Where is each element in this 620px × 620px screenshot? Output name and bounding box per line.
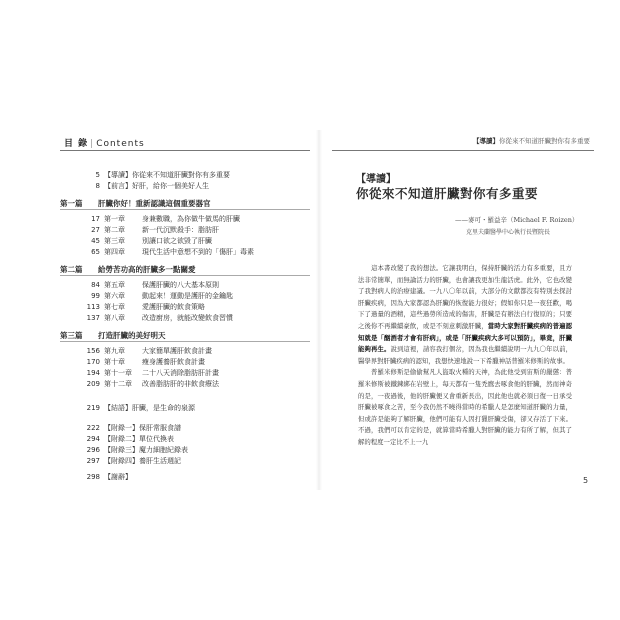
toc-page-number: 45 xyxy=(91,237,100,245)
toc-entry[interactable] xyxy=(64,182,209,191)
toc-entry[interactable] xyxy=(64,303,205,312)
toc-entry[interactable] xyxy=(64,380,219,389)
toc-part-number: 第三篇 xyxy=(60,331,83,340)
toc-entry[interactable] xyxy=(64,237,212,246)
toc-entry-title: 現代生活中意想不到的「傷肝」毒素 xyxy=(142,248,254,256)
toc-page-number: 65 xyxy=(91,248,100,256)
toc-part-heading[interactable] xyxy=(60,264,196,275)
toc-part-rule xyxy=(60,275,310,276)
toc-entry-title: 【附錄二】單位代換表 xyxy=(104,435,174,443)
toc-header: 目 錄 | Contents xyxy=(64,139,145,149)
toc-part-title: 打造肝臟的美好明天 xyxy=(98,331,166,340)
toc-label-en: Contents xyxy=(96,139,145,149)
toc-entry[interactable] xyxy=(64,358,205,367)
toc-entry[interactable] xyxy=(64,171,230,180)
toc-page-number: 298 xyxy=(86,473,100,481)
intro-text-run: 這本書改變了我的想法。它讓我明白，保持肝臟的活力有多重要，且方法非常簡單，而無論活力的肝臟，也會讓我更加生龍活虎。此外，它也改變了我對病人的治療建議。一九八〇年以前，大部分的文獻都沒有特別去探討肝臟疾病，因為大家都認為肝臟的恢復能力很好；假如你只是一夜狂歡，喝下了過量的酒精，這些過勞所造成的傷害，肝臟是有辦法自行復原的；只要之後你不再繼續豪飲，或是不刻意刺激肝臟， xyxy=(358,264,572,330)
toc-entry-title: 動起來！運動是護肝的金鑰匙 xyxy=(142,292,233,300)
toc-chapter-label: 第三章 xyxy=(104,237,125,245)
toc-page-number: 99 xyxy=(91,292,100,300)
toc-entry-title: 愛護肝臟的飲食策略 xyxy=(142,303,205,311)
toc-entry[interactable] xyxy=(64,404,195,413)
intro-byline: ——麥可・羅益辛（Michael F. Roizen） xyxy=(455,216,579,224)
toc-chapter-label: 第十二章 xyxy=(104,380,132,388)
running-title: 你從來不知道肝臟對你有多重要 xyxy=(499,137,590,145)
toc-entry-title: 大家簡單護肝飲食計畫 xyxy=(142,347,212,355)
toc-page-number: 8 xyxy=(95,182,100,190)
intro-paragraph-1 xyxy=(358,263,572,367)
toc-entry[interactable] xyxy=(64,314,233,323)
toc-entry-title: 【謝辭】 xyxy=(104,473,132,481)
toc-entry[interactable] xyxy=(64,457,181,466)
toc-entry-title: 【結語】肝臟，是生命的泉源 xyxy=(104,404,195,412)
toc-entry-title: 身兼數職，為你做牛做馬的肝臟 xyxy=(142,215,240,223)
toc-entry-title: 瘦身護養肝飲食計畫 xyxy=(142,358,205,366)
toc-entry[interactable] xyxy=(64,248,254,257)
book-fold xyxy=(316,130,322,490)
toc-chapter-label: 第九章 xyxy=(104,347,125,355)
toc-page-number: 294 xyxy=(86,435,100,443)
toc-entry[interactable] xyxy=(64,424,181,433)
intro-emphasis: 當時大家對肝臟疾病的普遍認知就是「酗酒者才會有肝病」，或是「肝臟疾病大多可以預防」，畢竟，肝臟能夠再生。 xyxy=(358,321,573,354)
toc-chapter-label: 第五章 xyxy=(104,281,125,289)
toc-page-number: 219 xyxy=(86,404,100,412)
toc-part-heading[interactable] xyxy=(60,198,211,209)
toc-entry[interactable] xyxy=(64,226,219,235)
toc-page-number: 194 xyxy=(86,369,100,377)
toc-page-number: 156 xyxy=(86,347,100,355)
toc-chapter-label: 第十章 xyxy=(104,358,125,366)
toc-page-number: 27 xyxy=(91,226,100,234)
toc-entry-title: 【導讀】你從來不知道肝臟對你有多重要 xyxy=(104,171,230,179)
toc-chapter-label: 第十一章 xyxy=(104,369,132,377)
toc-entry-title: 【附錄一】保肝常服食譜 xyxy=(104,424,181,432)
toc-chapter-label: 第八章 xyxy=(104,314,125,322)
toc-page-number: 84 xyxy=(91,281,100,289)
toc-chapter-label: 第一章 xyxy=(104,215,125,223)
toc-entry[interactable] xyxy=(64,446,188,455)
intro-body xyxy=(358,263,572,449)
running-header-rule xyxy=(332,150,594,151)
toc-entry-title: 【附錄三】魔力細胞紀錄表 xyxy=(104,446,188,454)
running-tag: 【導讀】 xyxy=(473,137,499,145)
toc-part-title: 給勞苦功高的肝臟多一點關愛 xyxy=(98,265,196,274)
toc-entry-title: 【附錄四】養肝生活週記 xyxy=(104,457,181,465)
toc-part-heading[interactable] xyxy=(60,330,166,341)
toc-entry-title: 別讓口欲之欲毀了肝臟 xyxy=(142,237,212,245)
toc-part-number: 第一篇 xyxy=(60,199,83,208)
toc-page-number: 209 xyxy=(86,380,100,388)
toc-entry-title: 改造廚房，就能改變飲食習慣 xyxy=(142,314,233,322)
toc-entry-title: 保護肝臟的八大基本原則 xyxy=(142,281,219,289)
intro-text-run: 說到這裡，請容我打個岔，因為我也繼續說明一九九〇年以前，醫學界對肝臟疾病的認知，我想快速地說一下希臘神話普羅米修斯的故事。 xyxy=(358,345,573,365)
toc-entry[interactable] xyxy=(64,435,174,444)
toc-page-number: 5 xyxy=(95,171,100,179)
intro-byline-affiliation: 克里夫蘭醫學中心執行長暨院長 xyxy=(466,229,551,236)
toc-entry[interactable] xyxy=(64,369,219,378)
toc-entry[interactable] xyxy=(64,215,240,224)
toc-entry-thanks[interactable] xyxy=(64,473,132,482)
toc-page-number: 113 xyxy=(86,303,100,311)
toc-label: 目 錄 xyxy=(64,139,89,149)
toc-chapter-label: 第二章 xyxy=(104,226,125,234)
toc-header-rule xyxy=(60,150,310,151)
toc-part-title: 肝臟你好！重新認識這個重要器官 xyxy=(98,199,211,208)
toc-page-number: 297 xyxy=(86,457,100,465)
toc-entry[interactable] xyxy=(64,281,219,290)
toc-entry-title: 二十八天消除脂肪肝計畫 xyxy=(142,369,219,377)
toc-entry[interactable] xyxy=(64,292,233,301)
toc-entry[interactable] xyxy=(64,347,212,356)
toc-part-rule xyxy=(60,341,310,342)
toc-chapter-label: 第四章 xyxy=(104,248,125,256)
toc-chapter-label: 第七章 xyxy=(104,303,125,311)
toc-chapter-label: 第六章 xyxy=(104,292,125,300)
intro-text-run: 普羅米修斯是偷偷幫凡人盜取火種的天神，為此他受到宙斯的嚴懲：普羅米修斯被鐵鍊綁在岩壁上，每天都有一隻禿鷹去啄食他的肝臟，然而神奇的是，一夜過後，他的肝臟便又會重新長出，因此他也就必須日復一日承受肝臟被啄食之苦，至今我仍然不曉得當時的希臘人是怎麼知道肝臟的力量，但或許是能夠了解肝臟，他們可能有人因打獵肝臟受傷，卻又存活了下來。不過，我們可以肯定的是，就算當時希臘人對肝臟的能力有所了解，但其了解的程度一定比不上一九 xyxy=(358,368,572,446)
page-number: 5 xyxy=(583,476,589,485)
intro-badge: 【導讀】 xyxy=(356,174,396,185)
toc-page-number: 222 xyxy=(86,424,100,432)
toc-page-number: 170 xyxy=(86,358,100,366)
toc-entry-title: 改善脂肪肝的非飲食療法 xyxy=(142,380,219,388)
toc-part-number: 第二篇 xyxy=(60,265,83,274)
toc-page-number: 296 xyxy=(86,446,100,454)
toc-page-number: 17 xyxy=(91,215,100,223)
toc-entry-title: 【前言】好肝，給你一個美好人生 xyxy=(104,182,209,190)
intro-title: 你從來不知道肝臟對你有多重要 xyxy=(356,186,539,201)
toc-page-number: 137 xyxy=(86,314,100,322)
intro-paragraph-2 xyxy=(358,367,572,448)
toc-part-rule xyxy=(60,209,310,210)
running-header xyxy=(473,136,590,145)
toc-entry-title: 新一代沉默殺手：脂肪肝 xyxy=(142,226,219,234)
